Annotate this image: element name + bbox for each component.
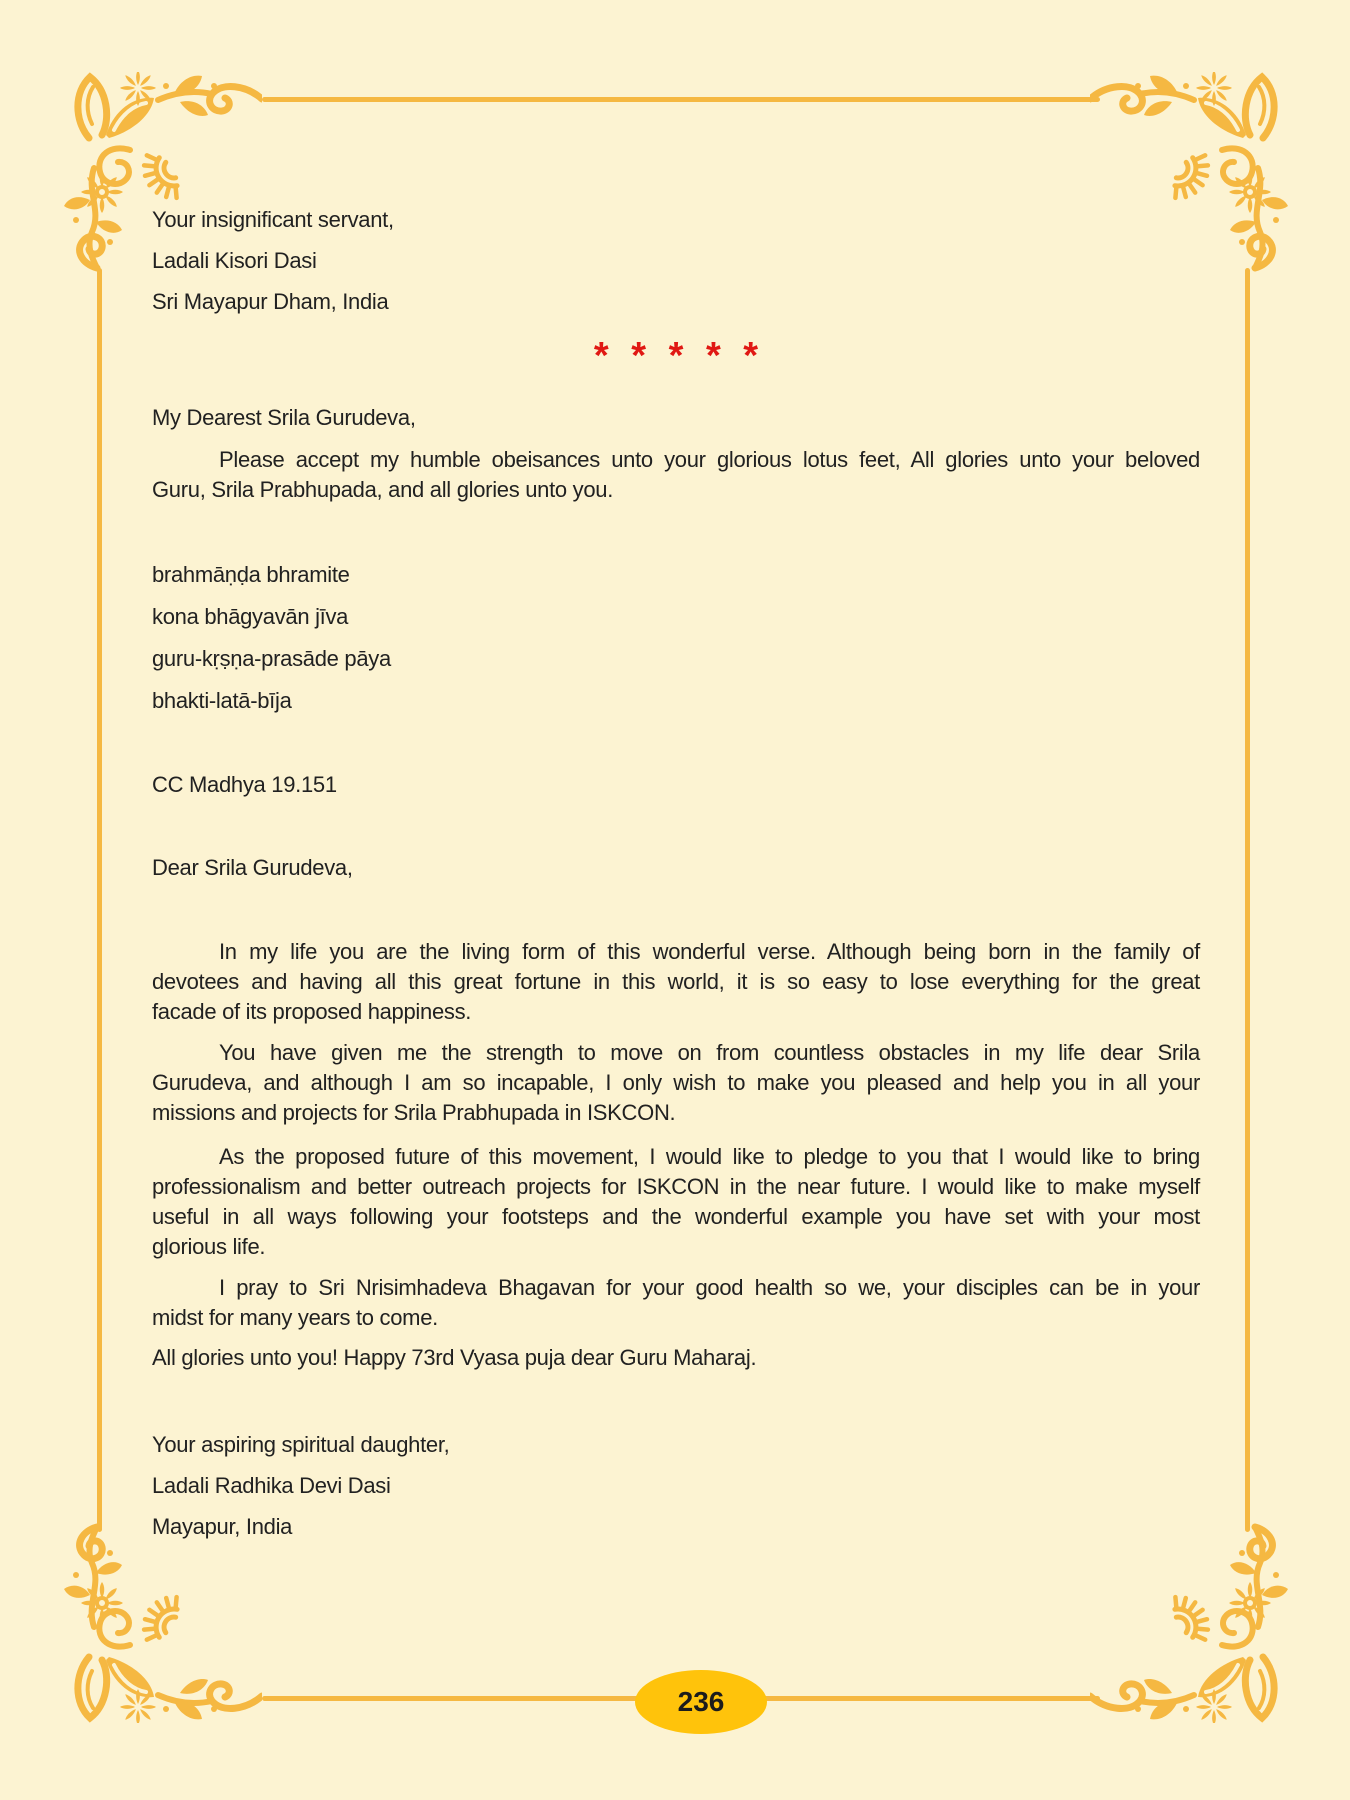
asterisk-separator: * * * * * — [593, 335, 759, 377]
verse-line: bhakti-latā-bīja — [152, 688, 292, 713]
paragraph-line: Gurudeva, and although I am so incapable, I only wish to make you pleased and help you in all your — [152, 1070, 1200, 1095]
second-salutation: Dear Srila Gurudeva, — [152, 855, 353, 880]
closing-line: Sri Mayapur Dham, India — [152, 289, 389, 314]
paragraph-line: useful in all ways following your footsteps and the wonderful example you have set with your most — [152, 1204, 1200, 1229]
paragraph-line: As the proposed future of this movement, I would like to pledge to you that I would like to bring — [219, 1144, 1200, 1169]
salutation: My Dearest Srila Gurudeva, — [152, 405, 416, 430]
paragraph-line: glorious life. — [152, 1234, 266, 1259]
signature-line: Your aspiring spiritual daughter, — [152, 1432, 450, 1457]
sanskrit-verse — [152, 560, 1200, 728]
closing-exclamation: All glories unto you! Happy 73rd Vyasa puja dear Guru Maharaj. — [152, 1345, 757, 1370]
paragraph-line: facade of its proposed happiness. — [152, 999, 472, 1024]
paragraph-line: In my life you are the living form of this wonderful verse. Although being born in the family of — [219, 939, 1200, 964]
paragraph-line: Please accept my humble obeisances unto your glorious lotus feet, All glories unto your beloved — [219, 447, 1200, 472]
border-line-left — [97, 268, 102, 1532]
paragraph-line: I pray to Sri Nrisimhadeva Bhagavan for your good health so we, your disciples can be in your — [219, 1275, 1200, 1300]
body-paragraph-1 — [152, 937, 1200, 1027]
verse-line: kona bhāgyavān jīva — [152, 604, 349, 629]
border-line-right — [1245, 268, 1250, 1532]
opening-paragraph — [152, 445, 1200, 505]
body-paragraph-4 — [152, 1273, 1200, 1333]
previous-letter-closing — [152, 205, 1200, 328]
paragraph-line: midst for many years to come. — [152, 1305, 438, 1330]
closing-line: Your insignificant servant, — [152, 207, 394, 232]
verse-line: guru-kṛṣṇa-prasāde pāya — [152, 646, 391, 671]
signature-line: Mayapur, India — [152, 1514, 293, 1539]
page-number: 236 — [677, 1686, 725, 1717]
body-paragraph-2 — [152, 1038, 1200, 1128]
paragraph-line: professionalism and better outreach projects for ISKCON in the near future. I would like to make myself — [152, 1174, 1200, 1199]
signature-block — [152, 1430, 1200, 1553]
verse-line: brahmāṇḍa bhramite — [152, 562, 350, 587]
paragraph-line: You have given me the strength to move on from countless obstacles in my life dear Srila — [219, 1040, 1200, 1065]
signature-line: Ladali Radhika Devi Dasi — [152, 1473, 391, 1498]
letter-content — [152, 0, 1200, 1800]
body-paragraph-3 — [152, 1142, 1200, 1262]
verse-citation: CC Madhya 19.151 — [152, 772, 337, 797]
paragraph-line: Guru, Srila Prabhupada, and all glories unto you. — [152, 477, 614, 502]
paragraph-line: missions and projects for Srila Prabhupada in ISKCON. — [152, 1100, 676, 1125]
closing-line: Ladali Kisori Dasi — [152, 248, 317, 273]
page-number-badge — [635, 1670, 767, 1734]
paragraph-line: devotees and having all this great fortune in this world, it is so easy to lose everything for the great — [152, 969, 1200, 994]
